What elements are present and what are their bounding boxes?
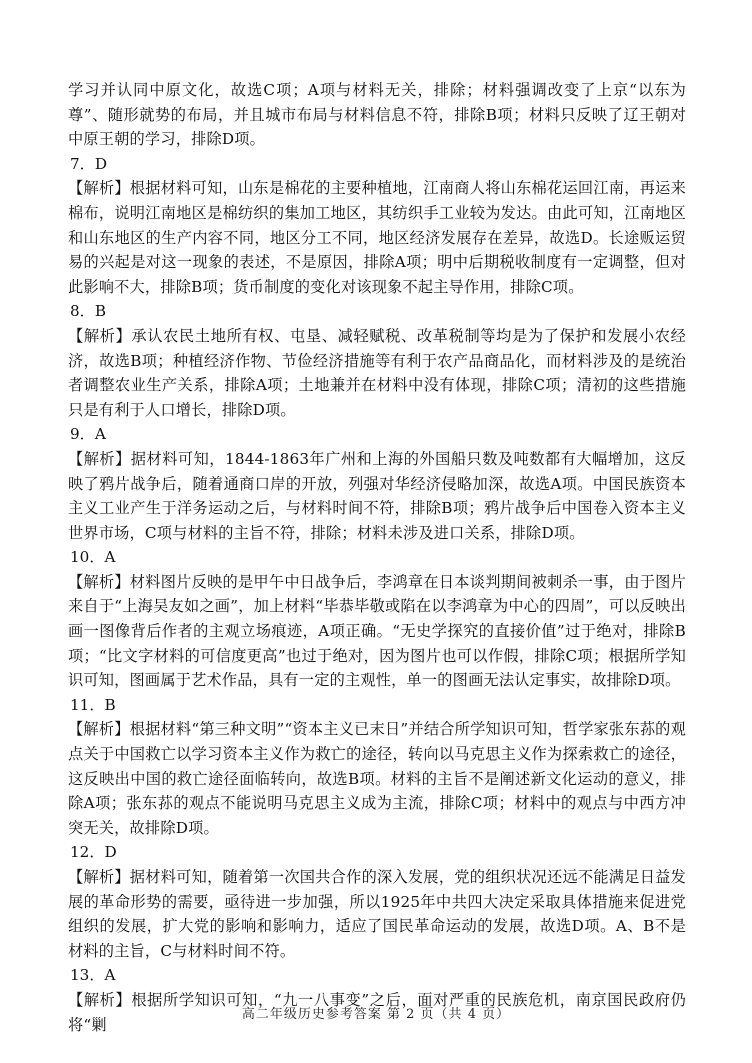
answer-7-explanation: 【解析】根据材料可知，山东是棉花的主要种植地，江南商人将山东棉花运回江南，再运来棉布，说明江南地区是棉纺织的集加工地区，其纺织手工业较为发达。由此可知，江南地区和山东地区的生产内容不同，地区分工不同，地区经济发展存在差异，故选D。长途贩运贸易的兴起是对这一现象的表述，不是原因，排除A项；明中后期税收制度有一定调整，但对此影响不大，排除B项；货币制度的变化对该现象不起主导作用，排除C项。 — [68, 179, 686, 296]
answer-13-explanation: 【解析】根据所学知识可知，“九一八事变”之后，面对严重的民族危机，南京国民政府仍将“剿 — [68, 990, 686, 1034]
answer-8-explanation: 【解析】承认农民土地所有权、屯垦、减轻赋税、改革税制等均是为了保护和发展小农经济，故选B项；种植经济作物、节俭经济措施等有利于农产品商品化，而材料涉及的是统治者调整农业生产关系，排除A项；土地兼并在材料中没有体现，排除C项；清初的这些措施只是有利于人口增长，排除D项。 — [68, 326, 686, 419]
page-footer: 高二年级历史参考答案 第 2 页（共 4 页） — [241, 1007, 511, 1022]
answer-11-number: 11．B — [70, 695, 116, 714]
answer-8-number: 8．B — [70, 302, 107, 321]
answer-7-number: 7．D — [70, 154, 108, 173]
answer-10-number: 10．A — [70, 548, 116, 567]
answer-9-number: 9．A — [70, 425, 106, 444]
paragraph-6-tail: 学习并认同中原文化，故选C项；A项与材料无关，排除；材料强调改变了上京“以东为尊”、随形就势的布局，并且城市布局与材料信息不符，排除B项；材料只反映了辽王朝对中原王朝的学习，排除D项。 — [68, 81, 686, 149]
answer-13-number: 13．A — [70, 966, 116, 985]
answer-10-explanation: 【解析】材料图片反映的是甲午中日战争后，李鸿章在日本谈判期间被刺杀一事，由于图片来自于“上海吴友如之画”，加上材料“毕恭毕敬或陷在以李鸿章为中心的四周”，可以反映出画一图像背后作者的主观立场痕迹，A项正确。“无史学探究的直接价值”过于绝对，排除B项；“比文字材料的可信度更高”也过于绝对，因为图片也可以作假，排除C项；根据所学知识可知，图画属于艺术作品，具有一定的主观性，单一的图画无法认定事实，故排除D项。 — [68, 572, 686, 690]
answer-12-number: 12．D — [70, 843, 117, 862]
answer-page — [68, 78, 686, 1037]
answer-9-explanation: 【解析】据材料可知，1844-1863年广州和上海的外国船只数及吨数都有大幅增加，这反映了鸦片战争后，随着通商口岸的开放，列强对华经济侵略加深，故选A项。中国民族资本主义工业产生于洋务运动之后，与材料时间不符，排除B项；鸦片战争后中国卷入资本主义世界市场，C项与材料的主旨不符，排除；材料未涉及进口关系，排除D项。 — [68, 449, 686, 542]
answer-12-explanation: 【解析】据材料可知，随着第一次国共合作的深入发展，党的组织状况还远不能满足日益发展的革命形势的需要，亟待进一步加强，所以1925年中共四大决定采取具体措施来促进党组织的发展，扩大党的影响和影响力，适应了国民革命运动的发展，故选D项。A、B不是材料的主旨，C与材料时间不符。 — [68, 868, 686, 960]
answer-11-explanation: 【解析】根据材料“第三种文明”“资本主义已末日”并结合所学知识可知，哲学家张东荪的观点关于中国救亡以学习资本主义作为救亡的途径，转向以马克思主义作为探索救亡的途径，这反映出中国的救亡途径面临转向，故选B项。材料的主旨不是阐述新文化运动的意义，排除A项；张东荪的观点不能说明马克思主义成为主流，排除C项；材料中的观点与中西方冲突无关，故排除D项。 — [68, 720, 686, 837]
